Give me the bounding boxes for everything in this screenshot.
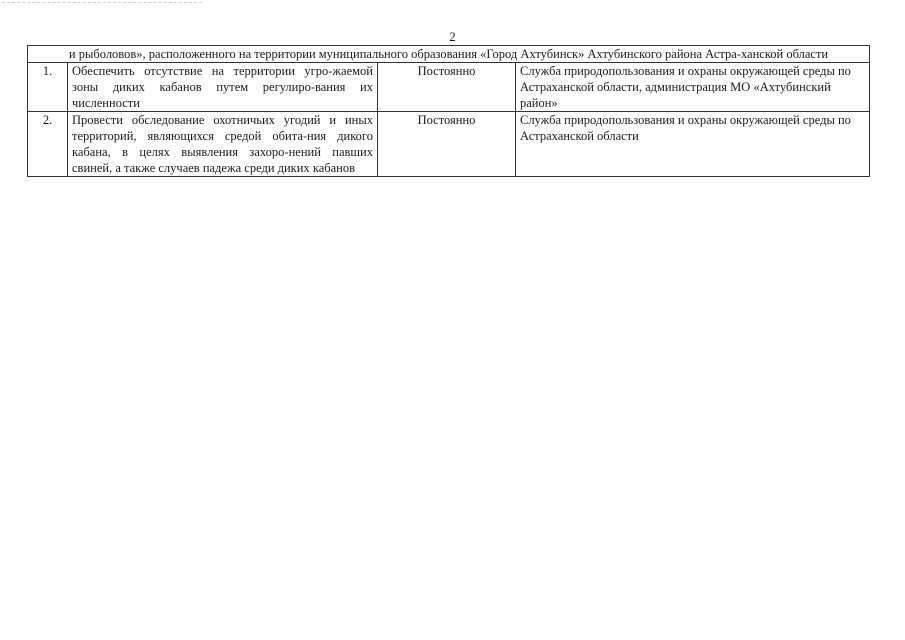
measures-table [27, 45, 870, 177]
row-number: 1. [28, 63, 68, 112]
measure-cell: Провести обследование охотничьих угодий и иных территорий, являющихся средой обита-ния дикого кабана, в целях выявления захоро-нений павших свиней, а также случаев падежа среди диких кабанов [68, 112, 378, 177]
term-cell: Постоянно [378, 112, 516, 177]
term-cell: Постоянно [378, 63, 516, 112]
row-number: 2. [28, 112, 68, 177]
table-row [28, 63, 870, 112]
table-row [28, 112, 870, 177]
continuation-row [28, 46, 870, 63]
responsible-cell: Служба природопользования и охраны окружающей среды по Астраханской области, администрация МО «Ахтубинский район» [516, 63, 870, 112]
page-number: 2 [449, 29, 456, 44]
continuation-cell: и рыболовов», расположенного на территории муниципального образования «Город Ахтубинск» Ахтубинского района Астра-ханской области [28, 46, 870, 63]
scan-artifact [2, 2, 202, 6]
measure-cell: Обеспечить отсутствие на территории угро-жаемой зоны диких кабанов путем регулиро-вания их численности [68, 63, 378, 112]
responsible-cell: Служба природопользования и охраны окружающей среды по Астраханской области [516, 112, 870, 177]
